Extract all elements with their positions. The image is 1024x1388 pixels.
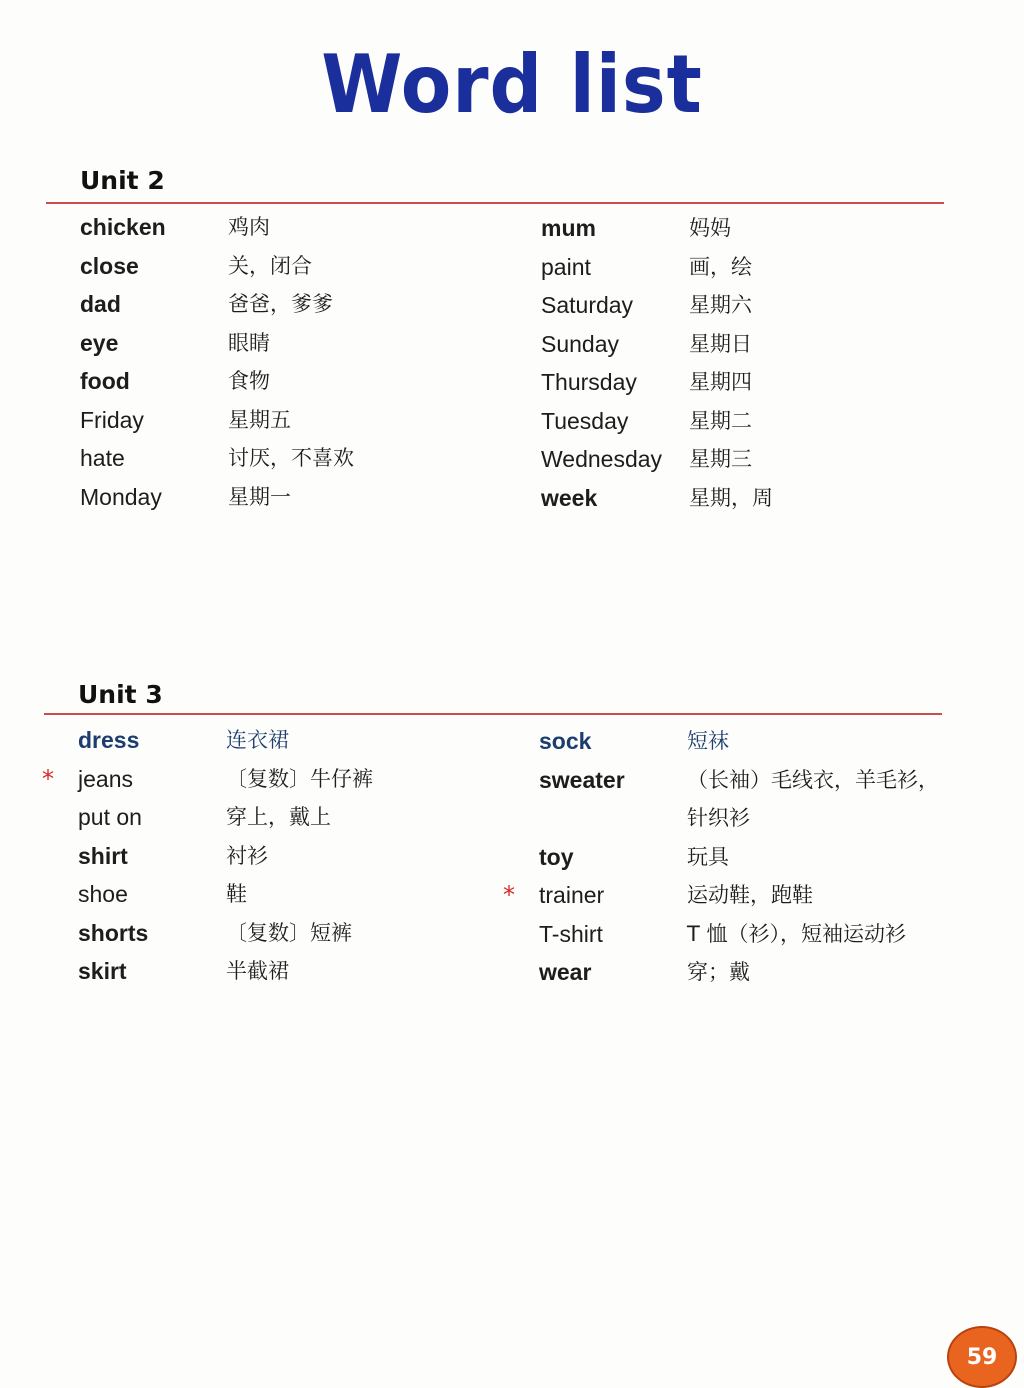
chinese-meaning: 〔复数〕短裤 [226, 920, 352, 945]
chinese-meaning: 妈妈 [689, 216, 731, 240]
chinese-meaning: 星期一 [228, 484, 291, 509]
chinese-meaning: 连衣裙 [226, 728, 289, 752]
english-word: Wednesday [541, 446, 663, 472]
english-word: paint [541, 253, 591, 280]
chinese-meaning: 星期四 [689, 370, 752, 394]
chinese-meaning: 眼睛 [228, 330, 270, 355]
chinese-meaning: 星期五 [228, 407, 291, 432]
english-word: shorts [78, 919, 149, 946]
chinese-meaning: 玩具 [687, 844, 729, 869]
chinese-meaning: 穿；戴 [687, 960, 750, 984]
english-word: shoe [78, 881, 128, 907]
english-word: hate [80, 445, 125, 471]
chinese-meaning: 鞋 [226, 882, 247, 906]
english-word: toy [539, 843, 574, 870]
english-word: skirt [78, 958, 127, 984]
chinese-meaning: T 恤（衫），短袖运动衫 [687, 921, 907, 946]
star-icon: * [503, 881, 515, 909]
chinese-meaning: 星期二 [689, 408, 752, 433]
english-word: food [80, 368, 130, 394]
english-word: put on [78, 804, 142, 830]
chinese-meaning: （长袖）毛线衣，羊毛衫， [687, 767, 939, 792]
page-number-badge: 59 [947, 1326, 1017, 1388]
english-word: sock [539, 728, 592, 754]
chinese-meaning: 星期日 [689, 331, 752, 356]
unit-heading: Unit 3 [78, 680, 163, 709]
chinese-meaning: 画，绘 [689, 254, 752, 279]
english-word: Thursday [541, 369, 637, 395]
chinese-meaning: 星期六 [689, 293, 752, 317]
english-word: dress [78, 727, 140, 753]
english-word: mum [541, 215, 596, 241]
chinese-meaning-continued: 针织衫 [687, 805, 750, 830]
page-title: Word list [321, 38, 703, 131]
english-word: Monday [80, 483, 162, 510]
chinese-meaning: 星期，周 [689, 485, 773, 510]
english-word: wear [539, 959, 592, 985]
english-word: jeans [78, 765, 133, 792]
chinese-meaning: 短袜 [687, 729, 729, 753]
section-divider [44, 713, 942, 715]
english-word: eye [80, 329, 119, 356]
chinese-meaning: 关，闭合 [228, 253, 312, 278]
english-word: T-shirt [539, 920, 603, 947]
chinese-meaning: 半截裙 [226, 959, 289, 983]
english-word: sweater [539, 766, 625, 793]
english-word: close [80, 252, 139, 279]
english-word: Tuesday [541, 407, 629, 434]
chinese-meaning: 爸爸，爹爹 [228, 292, 333, 316]
chinese-meaning: 运动鞋，跑鞋 [687, 883, 813, 907]
english-word: Sunday [541, 330, 620, 357]
unit-heading: Unit 2 [80, 166, 165, 195]
chinese-meaning: 讨厌，不喜欢 [228, 446, 354, 470]
english-word: shirt [78, 842, 128, 869]
chinese-meaning: 〔复数〕牛仔裤 [226, 766, 373, 791]
section-divider [46, 202, 944, 204]
english-word: chicken [80, 214, 166, 240]
chinese-meaning: 穿上，戴上 [226, 805, 331, 829]
english-word: week [541, 484, 598, 511]
english-word: Saturday [541, 292, 634, 318]
chinese-meaning: 食物 [228, 369, 270, 393]
english-word: trainer [539, 882, 605, 908]
chinese-meaning: 鸡肉 [228, 215, 270, 239]
star-icon: * [42, 764, 54, 793]
chinese-meaning: 星期三 [689, 447, 752, 471]
english-word: dad [80, 291, 121, 317]
english-word: Friday [80, 406, 144, 433]
chinese-meaning: 衬衫 [226, 843, 268, 868]
